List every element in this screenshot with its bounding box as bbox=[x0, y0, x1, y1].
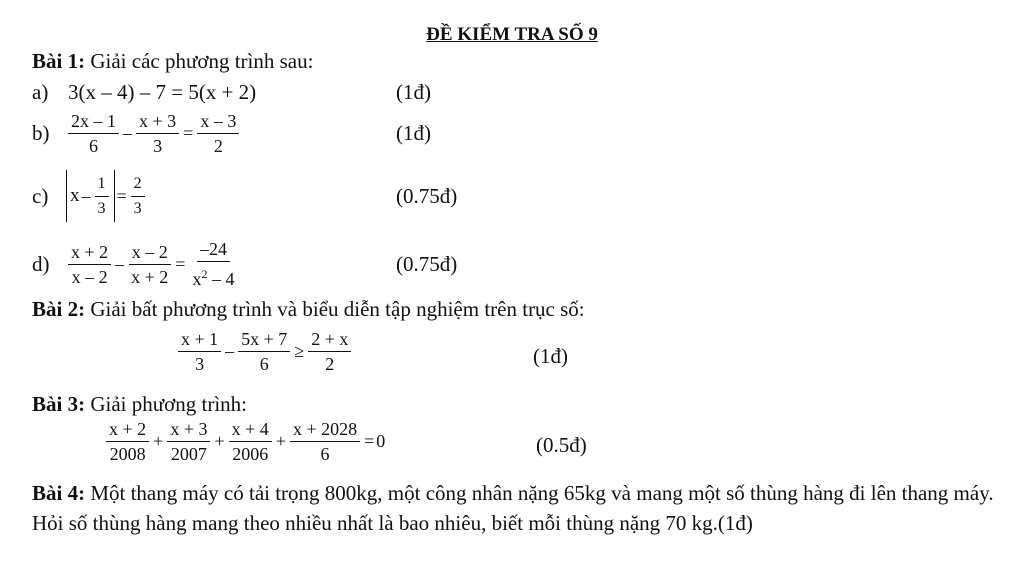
fraction bbox=[167, 418, 210, 465]
plus-sign: + bbox=[153, 431, 164, 451]
numerator: 2 + x bbox=[308, 328, 351, 352]
page-title: ĐỀ KIỂM TRA SỐ 9 bbox=[426, 24, 598, 45]
bai4-text: Một thang máy có tải trọng 800kg, một công nhân nặng 65kg và mang một số thùng hàng đi lên thang máy. Hỏi số thùng hàng mang theo nhiều nhất là bao nhiêu, biết mỗi thùng nặng 70 kg.(1đ) bbox=[32, 481, 994, 535]
part-c-equation bbox=[66, 170, 147, 222]
fraction bbox=[136, 110, 179, 157]
equals-sign: = bbox=[183, 123, 194, 143]
minus-sign: – bbox=[115, 253, 125, 274]
denominator: 2 bbox=[213, 136, 223, 156]
fraction bbox=[308, 328, 351, 375]
bai1-header bbox=[32, 48, 313, 74]
numerator: x + 1 bbox=[178, 328, 221, 352]
bai3-header bbox=[32, 391, 247, 417]
exponent: 2 bbox=[201, 267, 208, 281]
denominator-tail: – 4 bbox=[207, 269, 235, 289]
bai1-heading: Bài 1: bbox=[32, 49, 86, 73]
absolute-value bbox=[66, 170, 115, 222]
numerator: x + 2 bbox=[68, 241, 111, 265]
denominator: 3 bbox=[195, 354, 205, 374]
bai1-text: Giải các phương trình sau: bbox=[85, 49, 314, 73]
part-a-equation: 3(x – 4) – 7 = 5(x + 2) bbox=[68, 80, 257, 104]
fraction bbox=[131, 173, 145, 220]
denominator: 6 bbox=[320, 444, 330, 464]
denominator: 3 bbox=[97, 199, 106, 217]
numerator: x + 4 bbox=[229, 418, 272, 442]
denominator: 3 bbox=[133, 199, 142, 217]
fraction bbox=[178, 328, 221, 375]
minus-sign: – bbox=[81, 185, 91, 206]
numerator: x + 3 bbox=[167, 418, 210, 442]
bai2-points: (1đ) bbox=[533, 344, 568, 368]
denominator: 6 bbox=[259, 354, 269, 374]
bai4-paragraph bbox=[32, 478, 1002, 538]
numerator: –24 bbox=[197, 238, 230, 262]
numerator: 2x – 1 bbox=[68, 110, 119, 134]
numerator: x – 2 bbox=[129, 241, 171, 265]
fraction bbox=[106, 418, 149, 465]
denominator-base: x bbox=[192, 269, 202, 289]
numerator: x + 2028 bbox=[290, 418, 360, 442]
plus-sign: + bbox=[275, 431, 286, 451]
part-a-points: (1đ) bbox=[396, 80, 431, 104]
denominator: x – 2 bbox=[71, 266, 108, 287]
bai4-heading: Bài 4: bbox=[32, 481, 86, 505]
denominator: 3 bbox=[153, 136, 163, 156]
minus-sign: – bbox=[123, 123, 132, 143]
bai3-points: (0.5đ) bbox=[536, 433, 587, 457]
denominator: x + 2 bbox=[131, 266, 169, 287]
denominator: 2007 bbox=[170, 444, 207, 464]
part-d-equation bbox=[66, 238, 239, 290]
fraction bbox=[189, 238, 237, 290]
numerator: x – 3 bbox=[197, 110, 239, 134]
part-d-points: (0.75đ) bbox=[396, 252, 458, 276]
part-c-points: (0.75đ) bbox=[396, 184, 458, 208]
fraction bbox=[229, 418, 272, 465]
denominator: 6 bbox=[89, 136, 98, 156]
rhs-zero: 0 bbox=[376, 431, 386, 451]
bai3-text: Giải phương trình: bbox=[85, 392, 247, 416]
numerator: 1 bbox=[95, 173, 109, 197]
part-a-label: a) bbox=[32, 80, 49, 104]
fraction bbox=[68, 241, 111, 288]
part-b-label: b) bbox=[32, 121, 50, 145]
part-b-points: (1đ) bbox=[396, 121, 431, 145]
numerator: 5x + 7 bbox=[238, 328, 290, 352]
denominator: 2 bbox=[325, 354, 335, 374]
part-d-label: d) bbox=[32, 252, 50, 276]
bai2-text: Giải bất phương trình và biểu diễn tập nghiệm trên trục số: bbox=[85, 297, 585, 321]
denominator: 2008 bbox=[109, 444, 146, 464]
fraction bbox=[95, 173, 109, 220]
denominator bbox=[189, 262, 237, 290]
fraction bbox=[197, 110, 239, 157]
greater-equal-sign: ≥ bbox=[294, 341, 305, 361]
equals-sign: = bbox=[116, 185, 127, 206]
numerator: x + 3 bbox=[136, 110, 179, 134]
fraction bbox=[238, 328, 290, 375]
fraction bbox=[128, 241, 171, 288]
part-b-equation bbox=[66, 110, 241, 157]
plus-sign: + bbox=[214, 431, 225, 451]
bai2-heading: Bài 2: bbox=[32, 297, 86, 321]
bai3-equation bbox=[104, 418, 385, 465]
fraction bbox=[290, 418, 360, 465]
bai2-inequality bbox=[176, 328, 353, 375]
variable-x: x bbox=[70, 185, 80, 206]
numerator: x + 2 bbox=[106, 418, 149, 442]
bai2-header bbox=[32, 296, 585, 322]
bai3-heading: Bài 3: bbox=[32, 392, 86, 416]
denominator: 2006 bbox=[232, 444, 269, 464]
fraction bbox=[68, 110, 119, 157]
part-c-label: c) bbox=[32, 184, 49, 208]
numerator: 2 bbox=[131, 173, 145, 197]
equals-sign: = bbox=[364, 431, 375, 451]
equals-sign: = bbox=[175, 253, 186, 274]
minus-sign: – bbox=[225, 341, 235, 361]
